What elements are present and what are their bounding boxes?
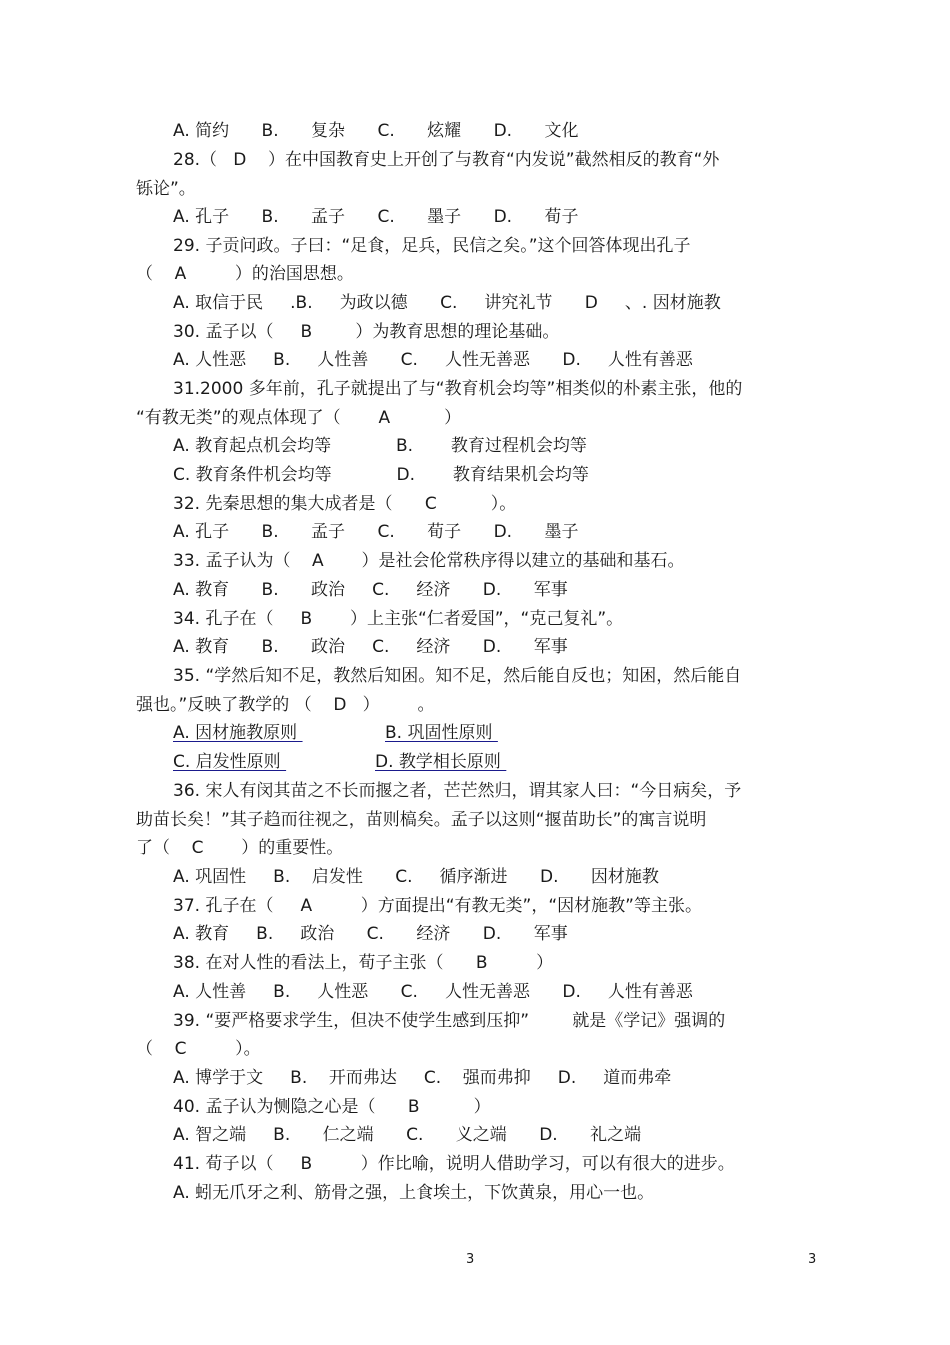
text-line: 助苗长矣！”其子趋而往视之，苗则槁矣。孟子以这则“揠苗助长”的寓言说明 bbox=[136, 810, 707, 830]
text-line: 29. 子贡问政。子曰：“足食，足兵，民信之矣。”这个回答体现出孔子 bbox=[173, 236, 691, 256]
text-line: A. 人性恶 B. 人性善 C. 人性无善恶 D. 人性有善恶 bbox=[173, 350, 693, 370]
text-line: A. 巩固性 B. 启发性 C. 循序渐进 D. 因材施教 bbox=[173, 867, 659, 887]
q35-option-d: D. 教学相长原则 bbox=[375, 752, 507, 772]
q35-option-a: A. 因材施教原则 bbox=[173, 723, 303, 743]
page-number-right: 3 bbox=[808, 1252, 817, 1267]
text-line: （ A ）的治国思想。 bbox=[136, 264, 354, 284]
text-line: （ C ）。 bbox=[136, 1039, 261, 1059]
text-line: 35. “学然后知不足，教然后知困。知不足，然后能自反也；知困，然后能自 bbox=[173, 666, 742, 686]
page-number-center: 3 bbox=[466, 1252, 475, 1267]
text-line: A. 教育 B. 政治 C. 经济 D. 军事 bbox=[173, 924, 568, 944]
text-line: 33. 孟子认为（ A ）是社会伦常秩序得以建立的基础和基石。 bbox=[173, 551, 685, 571]
text-line: 36. 宋人有闵其苗之不长而揠之者，芒芒然归，谓其家人曰：“今日病矣，予 bbox=[173, 781, 742, 801]
text-line: 32. 先秦思想的集大成者是（ C ）。 bbox=[173, 494, 517, 514]
text-line: 37. 孔子在（ A ）方面提出“有教无类”，“因材施教”等主张。 bbox=[173, 896, 702, 916]
text-line: 28.（ D ）在中国教育史上开创了与教育“内发说”截然相反的教育“外 bbox=[173, 150, 720, 170]
text-line: 了（ C ）的重要性。 bbox=[136, 838, 344, 858]
text-line: “有教无类”的观点体现了（ A ） bbox=[136, 408, 462, 428]
text-line: 40. 孟子认为恻隐之心是（ B ） bbox=[173, 1097, 491, 1117]
text-line: 38. 在对人性的看法上，荀子主张（ B ） bbox=[173, 953, 554, 973]
q35-option-c: C. 启发性原则 bbox=[173, 752, 287, 772]
text-line: A. 教育 B. 政治 C. 经济 D. 军事 bbox=[173, 580, 568, 600]
text-line: A. 蚓无爪牙之利、筋骨之强，上食埃土，下饮黄泉，用心一也。 bbox=[173, 1183, 655, 1203]
text-line: 41. 荀子以（ B ）作比喻，说明人借助学习，可以有很大的进步。 bbox=[173, 1154, 735, 1174]
text-line: 铄论”。 bbox=[136, 179, 196, 199]
text-line: A. 取信于民 .B. 为政以德 C. 讲究礼节 D 、. 因材施教 bbox=[173, 293, 721, 313]
text-line: A. 简约 B. 复杂 C. 炫耀 D. 文化 bbox=[173, 121, 579, 141]
text-line: A. 博学于文 B. 开而弗达 C. 强而弗抑 D. 道而弗牵 bbox=[173, 1068, 672, 1088]
text-line: A. 教育 B. 政治 C. 经济 D. 军事 bbox=[173, 637, 568, 657]
text-line: 30. 孟子以（ B ）为教育思想的理论基础。 bbox=[173, 322, 560, 342]
text-line: 39. “要严格要求学生，但决不使学生感到压抑” 就是《学记》强调的 bbox=[173, 1011, 726, 1031]
text-line: C. 教育条件机会均等 D. 教育结果机会均等 bbox=[173, 465, 589, 485]
q35-option-b: B. 巩固性原则 bbox=[385, 723, 498, 743]
text-line: A. 孔子 B. 孟子 C. 荀子 D. 墨子 bbox=[173, 522, 579, 542]
text-line: 31.2000 多年前，孔子就提出了与“教育机会均等”相类似的朴素主张，他的 bbox=[173, 379, 743, 399]
text-line: A. 智之端 B. 仁之端 C. 义之端 D. 礼之端 bbox=[173, 1125, 642, 1145]
text-line: 强也。”反映了教学的 （ D ） 。 bbox=[136, 695, 435, 715]
text-line: A. 孔子 B. 孟子 C. 墨子 D. 荀子 bbox=[173, 207, 579, 227]
text-line: 34. 孔子在（ B ）上主张“仁者爱国”，“克己复礼”。 bbox=[173, 609, 624, 629]
text-line: A. 人性善 B. 人性恶 C. 人性无善恶 D. 人性有善恶 bbox=[173, 982, 693, 1002]
text-line: A. 教育起点机会均等 B. 教育过程机会均等 bbox=[173, 436, 587, 456]
